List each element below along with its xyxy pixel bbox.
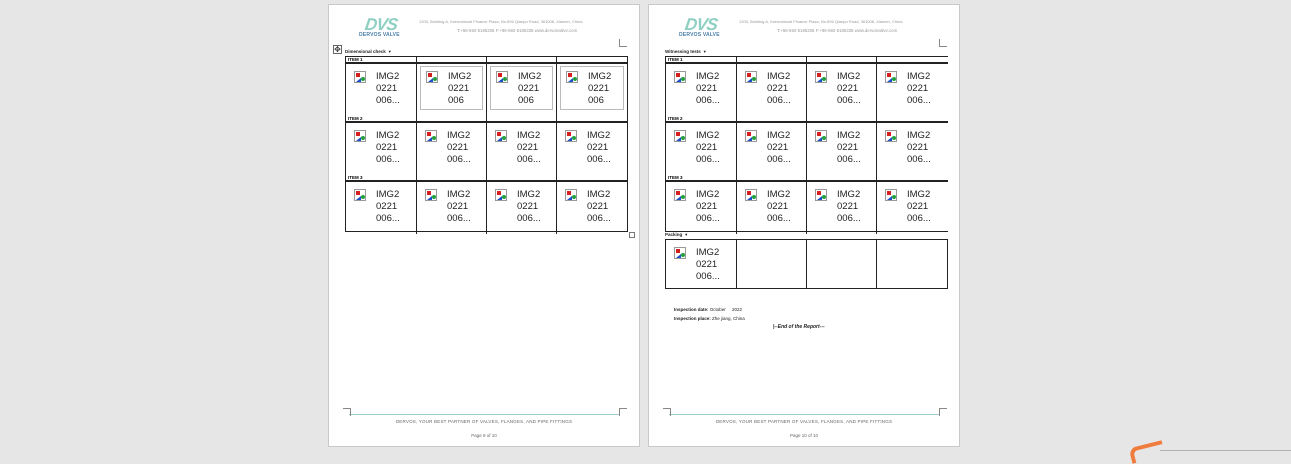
broken-image-icon <box>745 189 757 201</box>
image-filename: IMG2 0221 006... <box>696 130 720 165</box>
dropdown-arrow-icon[interactable]: ▼ <box>702 49 707 54</box>
table-move-handle-icon[interactable]: ✥ <box>334 45 341 54</box>
header-contact: T:+86-592-5185336 F:+86-592-5185335 www.dervosvalve.com <box>777 28 898 33</box>
photo-frame[interactable] <box>420 66 483 110</box>
photo-frame[interactable] <box>490 66 553 110</box>
item-label: ITEM 2 <box>668 116 683 121</box>
item-label: ITEM 2 <box>348 116 363 121</box>
photo-cell[interactable] <box>416 123 486 175</box>
dropdown-arrow-icon[interactable]: ▼ <box>684 232 689 237</box>
broken-image-icon <box>565 130 577 142</box>
crop-mark-bottom-left <box>663 408 671 416</box>
image-filename: IMG2 0221 006 <box>588 71 612 106</box>
photo-table-dimensional[interactable] <box>345 56 628 232</box>
footer-tagline: DERVOS, YOUR BEST PARTNER OF VALVES, FLANGES, AND PIPE FITTINGS <box>395 419 573 424</box>
image-filename: IMG2 0221 006... <box>696 247 720 282</box>
photo-cell[interactable] <box>416 64 486 116</box>
photo-cell[interactable] <box>346 123 416 175</box>
broken-image-icon <box>815 71 827 83</box>
photo-cell[interactable] <box>876 182 947 234</box>
broken-image-icon <box>565 189 577 201</box>
page-number: Page 9 of 10 <box>471 433 497 438</box>
photo-cell[interactable] <box>876 240 947 288</box>
image-filename: IMG2 0221 006... <box>837 189 861 224</box>
photo-cell[interactable] <box>806 64 876 116</box>
broken-image-icon <box>745 71 757 83</box>
section-label-packing[interactable] <box>665 232 688 237</box>
photo-cell[interactable] <box>666 240 736 288</box>
company-logo <box>679 15 739 43</box>
section-label-witnessing-tests[interactable] <box>665 49 707 54</box>
crop-mark-top-right <box>619 39 627 47</box>
photo-cell[interactable] <box>346 182 416 234</box>
photo-cell[interactable] <box>806 123 876 175</box>
photo-cell[interactable] <box>416 182 486 234</box>
image-filename: IMG2 0221 006... <box>696 71 720 106</box>
header-address: 1205, Building A, International Finance Plaza, No.506 Qianpu Road, 361008, Xiamen, China <box>739 19 903 24</box>
photo-cell[interactable] <box>346 64 416 116</box>
inspection-place-value: Zhe jiang, China <box>712 316 745 321</box>
page-number: Page 10 of 10 <box>789 433 819 438</box>
photo-cell[interactable] <box>666 64 736 116</box>
photo-cell[interactable] <box>666 182 736 234</box>
corner-rule <box>1160 450 1291 451</box>
image-filename: IMG2 0221 006... <box>517 189 541 224</box>
inspection-place <box>674 316 745 321</box>
image-filename: IMG2 0221 006... <box>376 189 400 224</box>
photo-cell[interactable] <box>666 123 736 175</box>
item-label: ITEM 1 <box>668 57 683 62</box>
photo-cell[interactable] <box>486 182 556 234</box>
photo-cell[interactable] <box>556 182 627 234</box>
document-page-9 <box>328 4 640 447</box>
broken-image-icon <box>566 71 578 83</box>
item-label: ITEM 3 <box>348 175 363 180</box>
photo-cell[interactable] <box>876 123 947 175</box>
broken-image-icon <box>815 130 827 142</box>
end-of-report: |--End of the Report--- <box>773 324 825 330</box>
image-filename: IMG2 0221 006... <box>376 130 400 165</box>
photo-table-witnessing[interactable] <box>665 56 948 232</box>
crop-mark-bottom-left <box>343 408 351 416</box>
item-label: ITEM 3 <box>668 175 683 180</box>
image-filename: IMG2 0221 006... <box>837 130 861 165</box>
document-page-10 <box>648 4 960 447</box>
logo-subtitle: DERVOS VALVE <box>359 32 400 38</box>
image-filename: IMG2 0221 006... <box>767 71 791 106</box>
photo-cell[interactable] <box>876 64 947 116</box>
broken-image-icon <box>425 130 437 142</box>
footer-rule <box>349 414 619 415</box>
logo-mark: DVS <box>363 15 399 34</box>
header-address: 1205, Building A, International Finance Plaza, No.506 Qianpu Road, 361008, Xiamen, China <box>419 19 583 24</box>
section-label-text: Dimensional check <box>345 49 386 54</box>
broken-image-icon <box>426 71 438 83</box>
broken-image-icon <box>495 189 507 201</box>
broken-image-icon <box>496 71 508 83</box>
inspection-date-label: Inspection date: <box>674 307 709 312</box>
footer-tagline: DERVOS, YOUR BEST PARTNER OF VALVES, FLANGES, AND PIPE FITTINGS <box>715 419 893 424</box>
logo-mark: DVS <box>683 15 719 34</box>
photo-cell[interactable] <box>736 182 806 234</box>
image-filename: IMG2 0221 006... <box>587 189 611 224</box>
image-filename: IMG2 0221 006... <box>907 71 931 106</box>
broken-image-icon <box>425 189 437 201</box>
photo-cell[interactable] <box>486 123 556 175</box>
photo-cell[interactable] <box>806 240 876 288</box>
inspection-date-value: October 2022 <box>709 307 743 312</box>
item-label: ITEM 1 <box>348 57 363 62</box>
photo-cell[interactable] <box>486 64 556 116</box>
inspection-place-label: Inspection place: <box>674 316 711 321</box>
crop-mark-bottom-right <box>619 408 627 416</box>
photo-frame[interactable] <box>560 66 624 110</box>
photo-table-packing[interactable] <box>665 239 948 289</box>
image-filename: IMG2 0221 006... <box>447 189 471 224</box>
broken-image-icon <box>674 71 686 83</box>
section-label-text: Packing <box>665 232 683 237</box>
broken-image-icon <box>354 130 366 142</box>
image-filename: IMG2 0221 006... <box>517 130 541 165</box>
photo-cell[interactable] <box>736 64 806 116</box>
section-label-dimensional-check[interactable] <box>345 49 392 54</box>
broken-image-icon <box>815 189 827 201</box>
photo-cell[interactable] <box>736 240 806 288</box>
broken-image-icon <box>885 71 897 83</box>
image-filename: IMG2 0221 006... <box>587 130 611 165</box>
broken-image-icon <box>885 130 897 142</box>
photo-cell[interactable] <box>556 64 627 116</box>
broken-image-icon <box>354 71 366 83</box>
broken-image-icon <box>354 189 366 201</box>
image-filename: IMG2 0221 006... <box>767 189 791 224</box>
broken-image-icon <box>674 247 686 259</box>
crop-mark-bottom-right <box>939 408 947 416</box>
image-filename: IMG2 0221 006... <box>696 189 720 224</box>
section-label-text: Witnessing tests <box>665 49 701 54</box>
crop-mark-top-right <box>939 39 947 47</box>
broken-image-icon <box>885 189 897 201</box>
photo-cell[interactable] <box>736 123 806 175</box>
image-filename: IMG2 0221 006... <box>767 130 791 165</box>
image-filename: IMG2 0221 006 <box>518 71 542 106</box>
table-resize-handle[interactable] <box>629 232 635 238</box>
image-filename: IMG2 0221 006... <box>907 130 931 165</box>
dropdown-arrow-icon[interactable]: ▼ <box>387 49 392 54</box>
image-filename: IMG2 0221 006... <box>376 71 400 106</box>
image-filename: IMG2 0221 006 <box>448 71 472 106</box>
footer-rule <box>669 414 939 415</box>
logo-subtitle: DERVOS VALVE <box>679 32 720 38</box>
company-logo <box>359 15 419 43</box>
broken-image-icon <box>495 130 507 142</box>
broken-image-icon <box>674 189 686 201</box>
inspection-date <box>674 307 742 312</box>
image-filename: IMG2 0221 006... <box>837 71 861 106</box>
header-contact: T:+86-592-5185336 F:+86-592-5185335 www.dervosvalve.com <box>457 28 578 33</box>
photo-cell[interactable] <box>556 123 627 175</box>
image-filename: IMG2 0221 006... <box>907 189 931 224</box>
photo-cell[interactable] <box>806 182 876 234</box>
broken-image-icon <box>745 130 757 142</box>
broken-image-icon <box>674 130 686 142</box>
corner-decoration <box>1129 440 1166 464</box>
image-filename: IMG2 0221 006... <box>447 130 471 165</box>
